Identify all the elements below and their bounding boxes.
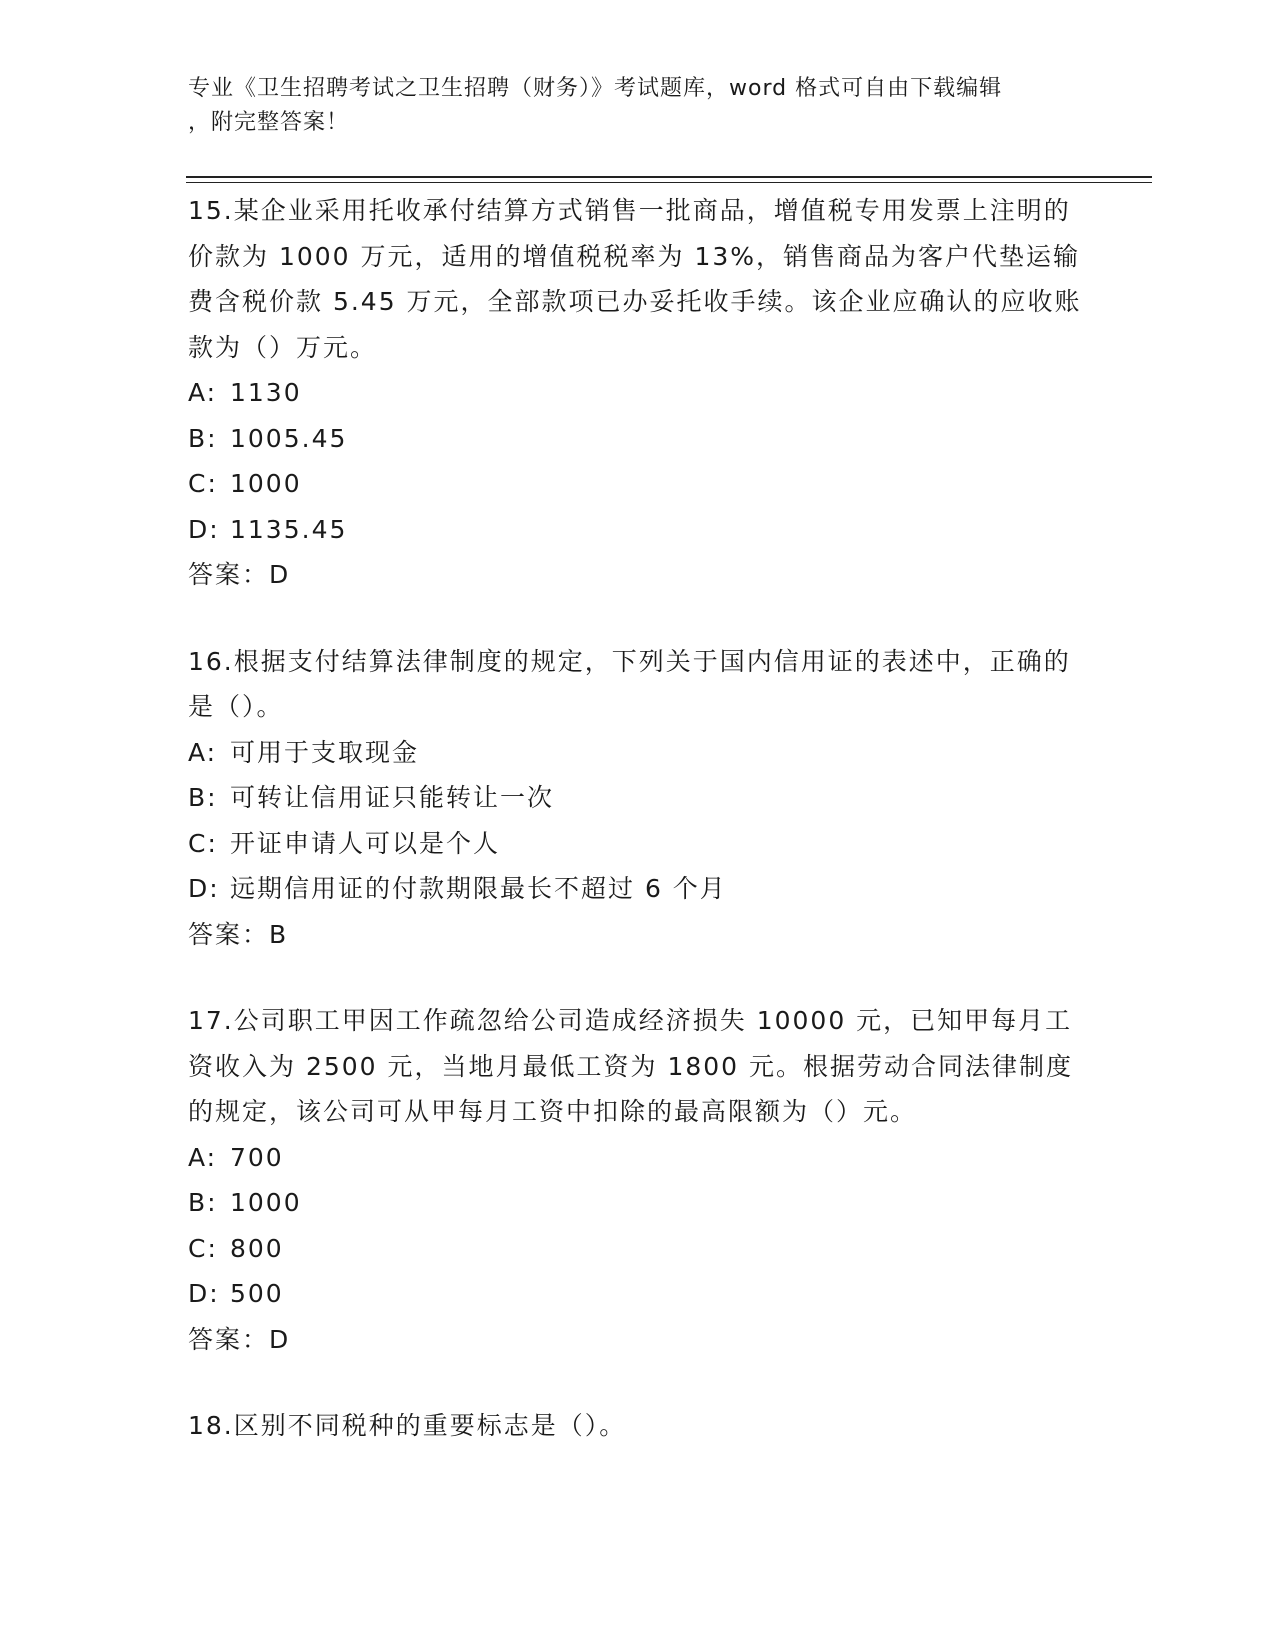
option-key: A: (188, 737, 218, 767)
option-text: 1000 (230, 1188, 302, 1217)
option-text: 1130 (230, 378, 302, 407)
option-key: A: (188, 1142, 218, 1172)
option-text: 1135.45 (230, 514, 348, 544)
option-d (188, 866, 1088, 912)
question-15 (188, 188, 1088, 598)
answer-label: 答案：D (188, 1324, 291, 1354)
option-text: 500 (230, 1279, 284, 1308)
question-16 (188, 639, 1088, 958)
header-divider-thick (186, 176, 1152, 178)
option-key: D: (188, 874, 220, 903)
option-text: 可用于支取现金 (230, 737, 420, 767)
header-line-1: 专业《卫生招聘考试之卫生招聘（财务）》考试题库，word 格式可自由下载编辑 (188, 76, 1003, 101)
option-text: 1000 (230, 469, 302, 498)
option-key: C: (188, 1233, 218, 1263)
document-header (188, 72, 1088, 140)
option-key: D: (188, 1279, 220, 1308)
option-d (188, 507, 1088, 553)
header-line-2: ，附完整答案！ (188, 110, 350, 135)
question-17 (188, 998, 1088, 1362)
option-a (188, 1135, 1088, 1181)
option-c (188, 1226, 1088, 1272)
option-key: D: (188, 514, 220, 544)
option-key: C: (188, 828, 218, 858)
option-text: 800 (230, 1233, 284, 1263)
question-stem: 18.区别不同税种的重要标志是（）。 (188, 1411, 627, 1440)
option-key: B: (188, 423, 218, 453)
option-b (188, 416, 1088, 462)
question-18 (188, 1403, 1088, 1449)
option-text: 700 (230, 1142, 284, 1172)
option-text: 1005.45 (230, 423, 348, 453)
option-d (188, 1271, 1088, 1317)
option-c (188, 821, 1088, 867)
option-text: 远期信用证的付款期限最长不超过 6 个月 (230, 874, 727, 903)
option-key: B: (188, 783, 218, 812)
option-b (188, 1180, 1088, 1226)
question-stem: 17.公司职工甲因工作疏忽给公司造成经济损失 10000 元，已知甲每月工资收入为 2500 元，当地月最低工资为 1800 元。根据劳动合同法律制度的规定，该公司可从甲每月工资中扣除的最高限额为（）元。 (188, 1006, 1074, 1126)
answer-label: 答案：D (188, 560, 291, 589)
question-list (188, 188, 1088, 1490)
option-key: B: (188, 1188, 218, 1217)
option-key: C: (188, 469, 218, 498)
question-stem: 16.根据支付结算法律制度的规定，下列关于国内信用证的表述中，正确的是（）。 (188, 646, 1071, 721)
option-a (188, 370, 1088, 416)
question-stem: 15.某企业采用托收承付结算方式销售一批商品，增值税专用发票上注明的价款为 1000 万元，适用的增值税税率为 13%，销售商品为客户代垫运输费含税价款 5.45 万元，全部款项已办妥托收手续。该企业应确认的应收账款为（）万元。 (188, 196, 1082, 362)
option-key: A: (188, 378, 218, 407)
option-a (188, 730, 1088, 776)
option-text: 开证申请人可以是个人 (230, 828, 501, 858)
header-divider-thin (186, 182, 1152, 183)
answer-label: 答案：B (188, 919, 289, 949)
option-c (188, 461, 1088, 507)
option-text: 可转让信用证只能转让一次 (230, 783, 555, 812)
option-b (188, 775, 1088, 821)
